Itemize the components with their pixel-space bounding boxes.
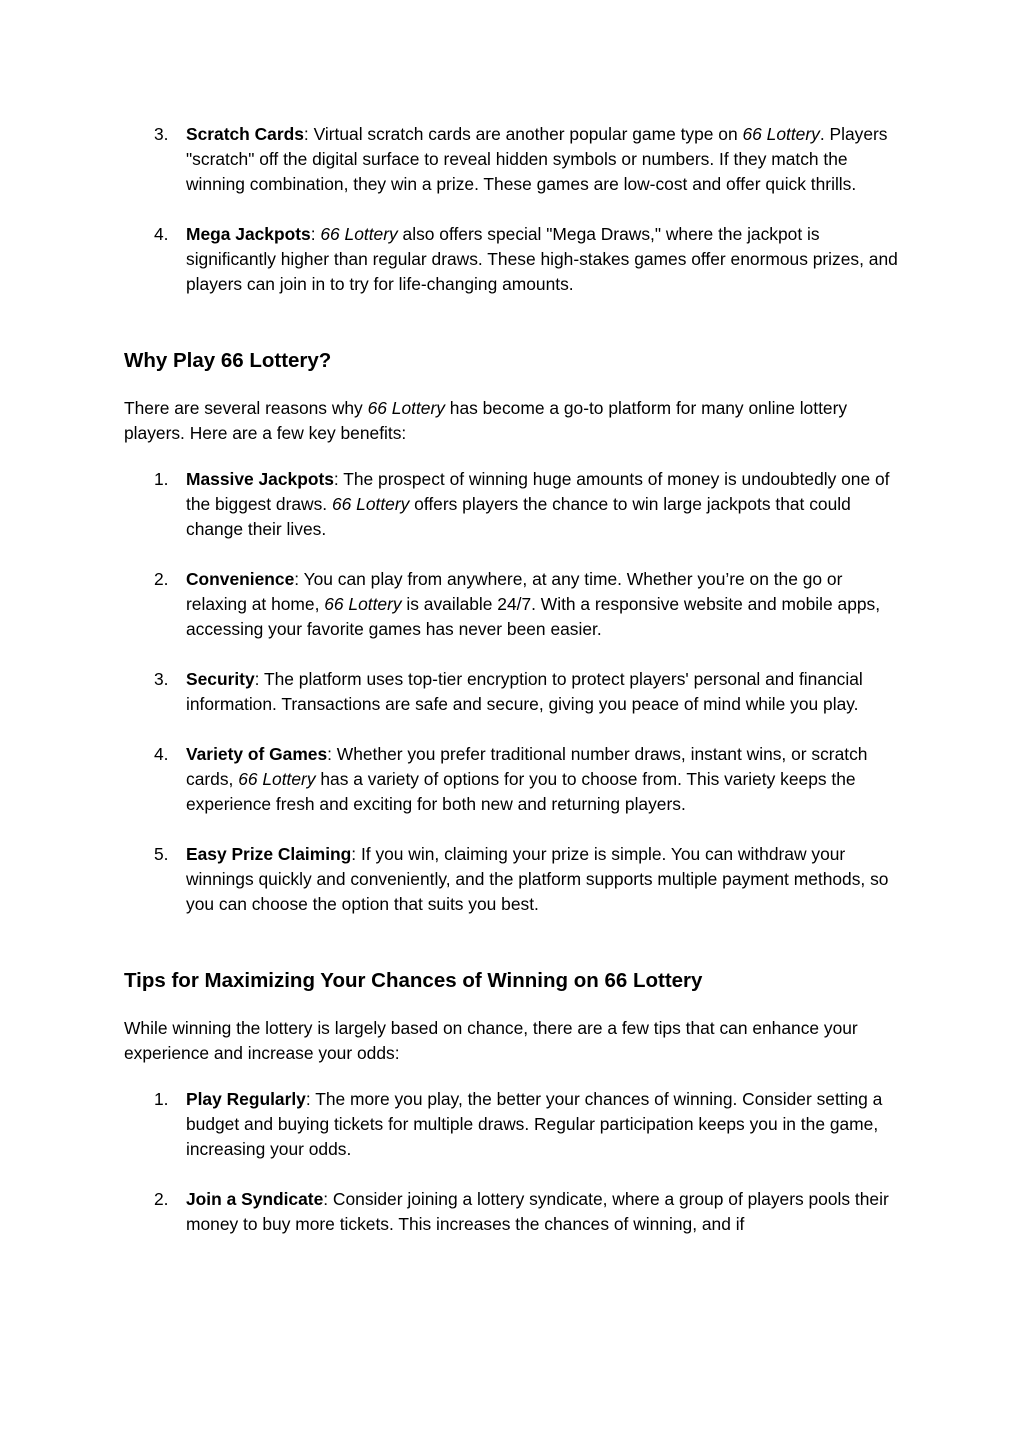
list-item-text: : The prospect of winning huge amounts of money is undoubtedly one of the biggest draws. [186,469,890,514]
section-intro-tips: While winning the lottery is largely based on chance, there are a few tips that can enhance your experience and increase your odds: [124,1018,858,1063]
list-item-variety-of-games [124,742,904,817]
list-item-text: : Virtual scratch cards are another popular game type on [303,124,743,144]
list-item-term: Play Regularly [186,1089,306,1109]
list-item-text: has a variety of options for you to choose from. This variety keeps the experience fresh and exciting for both new and returning players. [186,769,856,814]
list-item-security [124,667,904,717]
list-item-text: is available 24/7. With a responsive website and mobile apps, accessing your favorite games has never been easier. [186,594,881,639]
list-item-text: also offers special "Mega Draws," where the jackpot is significantly higher than regular draws. These high-stakes games offer enormous prizes, and players can join in to try for life-changing amounts. [186,224,898,294]
brand-name: 66 Lottery [320,224,398,244]
list-item-play-regularly [124,1087,904,1162]
list-item-term: Scratch Cards [186,124,304,144]
list-item-text: : The more you play, the better your chances of winning. Consider setting a budget and buying tickets for multiple draws. Regular participation keeps you in the game, increasing your odds. [186,1089,883,1159]
benefits-list [124,467,904,917]
intro-text: There are several reasons why [124,398,368,418]
list-item-term: Join a Syndicate [186,1189,324,1209]
list-item-text: . Players "scratch" off the digital surface to reveal hidden symbols or numbers. If they match the winning combination, they win a prize. These games are low-cost and offer quick thrills. [186,124,888,194]
list-number: 3. [154,669,169,689]
list-number: 1. [154,1089,169,1109]
brand-name: 66 Lottery [324,594,402,614]
list-number: 1. [154,469,169,489]
section-heading-why-play: Why Play 66 Lottery? [124,349,332,372]
list-number: 3. [154,124,169,144]
brand-name: 66 Lottery [331,494,410,514]
list-number: 2. [154,1189,169,1209]
list-number: 2. [154,569,169,589]
list-item-text: : You can play from anywhere, at any time. Whether you’re on the go or relaxing at home, [186,569,843,614]
list-item-term: Convenience [186,569,295,589]
brand-name: 66 Lottery [367,398,445,418]
list-item-term: Security [186,669,255,689]
list-item-text: : Consider joining a lottery syndicate, where a group of players pools their money to buy more tickets. This increases the chances of winning, and if [186,1189,889,1234]
list-item-join-a-syndicate [124,1187,904,1237]
tips-list [124,1087,904,1237]
intro-text: has become a go-to platform for many online lottery players. Here are a few key benefits: [124,398,848,443]
list-item-text: offers players the chance to win large jackpots that could change their lives. [186,494,851,539]
list-item-term: Mega Jackpots [186,224,311,244]
list-item-text: : Whether you prefer traditional number draws, instant wins, or scratch cards, [186,744,868,789]
brand-name: 66 Lottery [742,124,820,144]
section-intro-why-play [124,396,904,446]
list-item-text: : The platform uses top-tier encryption to protect players' personal and financial information. Transactions are safe and secure, giving you peace of mind while you play. [186,669,863,714]
list-item-scratch-cards [124,122,904,197]
list-number: 4. [154,224,169,244]
list-number: 4. [154,744,169,764]
list-item-mega-jackpots [124,222,904,297]
document-page [124,122,904,1237]
list-item-massive-jackpots [124,467,904,542]
list-item-term: Variety of Games [186,744,328,764]
list-item-text: : [310,224,321,244]
section-heading-tips: Tips for Maximizing Your Chances of Winning on 66 Lottery [124,969,703,992]
brand-name: 66 Lottery [238,769,316,789]
list-item-term: Easy Prize Claiming [186,844,352,864]
list-item-term: Massive Jackpots [186,469,334,489]
list-item-text: : If you win, claiming your prize is simple. You can withdraw your winnings quickly and conveniently, and the platform supports multiple payment methods, so you can choose the option that suits you best. [186,844,889,914]
list-item-convenience [124,567,904,642]
list-item-easy-prize-claiming [124,842,904,917]
list-number: 5. [154,844,169,864]
game-types-list [124,122,904,297]
